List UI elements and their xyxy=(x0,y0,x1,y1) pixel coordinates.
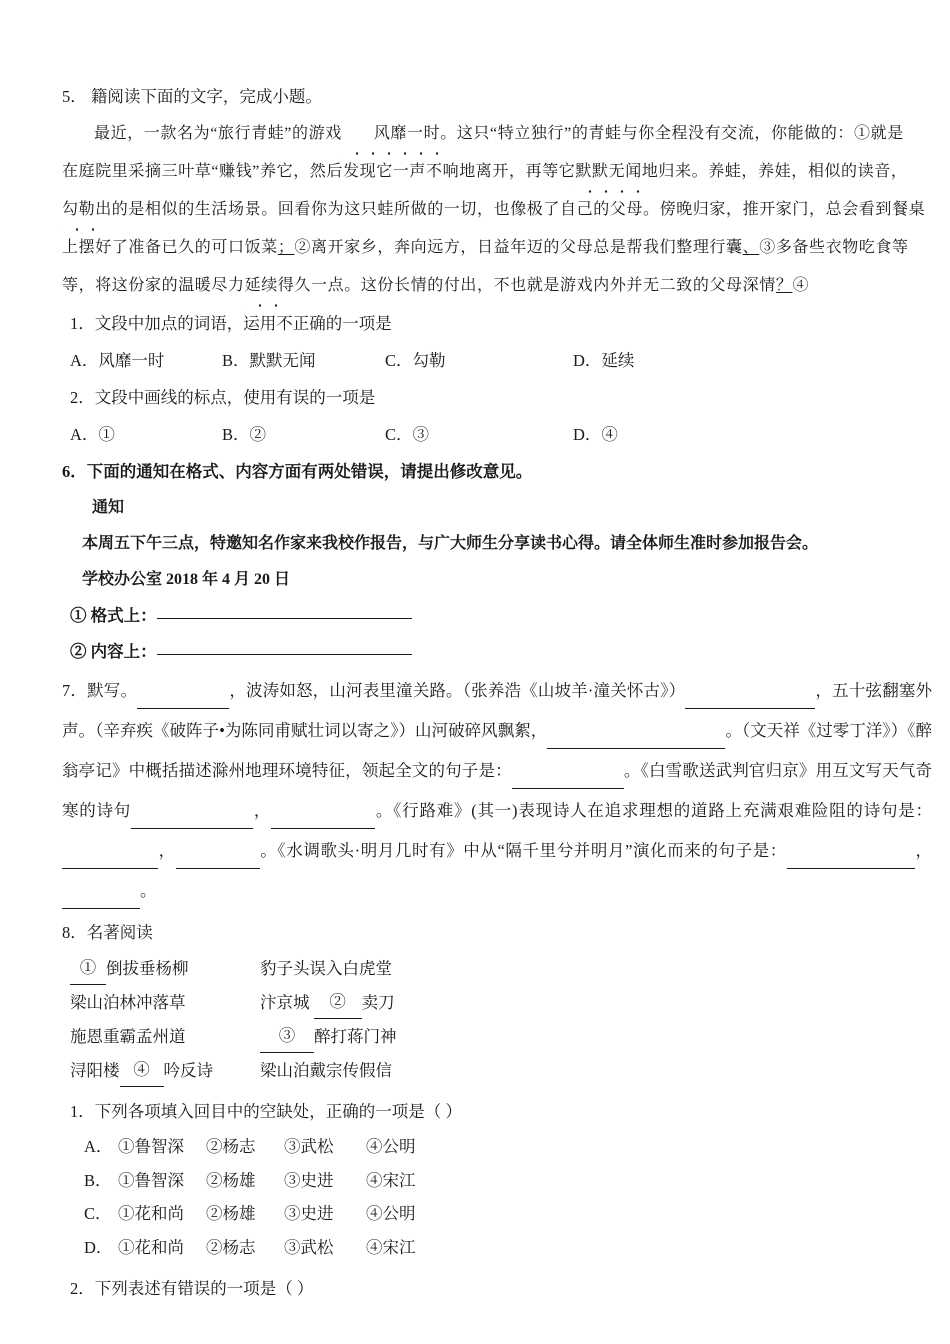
q6-answer-blank-1 xyxy=(62,598,932,634)
q8-option-d-item-3: ③武松 xyxy=(284,1237,334,1257)
row-1-left xyxy=(70,951,260,985)
q8-option-c-item-4: ④公明 xyxy=(366,1204,416,1223)
notice-body: 本周五下午三点，特邀知名作家来我校作报告，与广大师生分享读书心得。请全体师生准时参加报告会。 xyxy=(82,535,819,552)
q5-sub-2-option-a[interactable] xyxy=(70,416,222,453)
q5-sub-2-options xyxy=(62,416,932,453)
blank-slot-4[interactable]: ④ xyxy=(120,1053,164,1087)
q8-option-c-item-2: ②杨雄 xyxy=(206,1204,256,1223)
passage-line-2: 在庭院里采摘三叶草“赚钱”养它，然后发现它一声不响地离开，再等它默默无闻地归来。养蛙，养娃，相似的读音， xyxy=(62,153,932,191)
question-8-stem-line xyxy=(62,914,932,951)
q5-sub-1-option-d[interactable] xyxy=(573,342,634,379)
row-4-left xyxy=(70,1053,260,1087)
q5-sub-1-option-a[interactable] xyxy=(70,342,222,379)
notice-block xyxy=(62,490,932,598)
q8-sub-1-prompt xyxy=(62,1093,932,1130)
row-3-left-text: 施恩重霸孟州道 xyxy=(70,1027,186,1046)
q5-sub-1-text: 文段中加点的词语，运用不正确的一项是 xyxy=(94,314,392,333)
passage-line-4: 上摆好了准备已久的可口饭菜；②离开家乡，奔向远方，日益年迈的父母总是帮我们整理行囊、③多备些衣物吃食等 xyxy=(62,239,909,256)
q7-text-run: 。 xyxy=(140,881,157,900)
question-6-stem-text: 下面的通知在格式、内容方面有两处错误，请提出修改意见。 xyxy=(86,462,533,481)
row-2-left-text: 梁山泊林冲落草 xyxy=(70,993,186,1012)
q7-blank-2[interactable] xyxy=(685,670,815,709)
emphasis-momo: 默默无闻 xyxy=(575,153,641,191)
option-d-label: D． xyxy=(573,351,602,370)
question-7-block xyxy=(62,670,932,910)
q8-option-b-item-2: ②杨雄 xyxy=(206,1170,256,1190)
q6-answer-blank-2 xyxy=(62,634,932,670)
q5-sub-1-number: 1． xyxy=(70,314,95,333)
option-b-label: B． xyxy=(222,351,250,370)
q7-blank-9[interactable] xyxy=(787,830,915,869)
q6-blank-2-rule[interactable] xyxy=(157,654,412,655)
q5-sub-1-option-b[interactable] xyxy=(222,342,385,379)
q7-blank-3[interactable] xyxy=(547,710,725,749)
row-4-right-text: 梁山泊戴宗传假信 xyxy=(260,1061,392,1080)
q7-text-run: ，波涛如怒，山河表里潼关路。（张养浩《山坡羊·潼关怀古》） xyxy=(229,681,686,700)
q8-option-c-item-1: ①花和尚 xyxy=(118,1204,184,1223)
q7-text-run: ， xyxy=(158,841,176,860)
q7-blank-6[interactable] xyxy=(271,790,375,829)
q7-text-run: 。《白雪歌送武判官归京》用互文写天气奇寒的诗句 xyxy=(62,761,933,820)
q8-sub-2-text: 下列表述有错误的一项是（ ） xyxy=(94,1279,314,1298)
row-1-right-text: 豹子头误入白虎堂 xyxy=(260,959,392,978)
punct-mark-3: 、 xyxy=(742,239,760,256)
question-5-number: 5． xyxy=(62,87,87,106)
row-4-left-after: 吟反诗 xyxy=(163,1061,213,1080)
q7-text-run: 。（文天祥《过零丁洋》）《醉翁亭记》中概括描述滁州地理环境特征，领起全文的句子是： xyxy=(62,721,933,780)
q7-text-run: 。《行路难》(其一)表现诗人在追求理想的道路上充满艰难险阻的诗句是： xyxy=(375,801,933,820)
option-a-label: A． xyxy=(70,425,99,444)
q8-option-d-item-4: ④宋江 xyxy=(366,1237,416,1257)
q5-sub-2-option-b[interactable] xyxy=(222,416,385,453)
q8-option-d-item-2: ②杨志 xyxy=(206,1237,256,1257)
q7-text-run: ， xyxy=(914,841,933,860)
q8-sub-2-prompt xyxy=(62,1270,932,1307)
q8-sub-1-number: 1． xyxy=(70,1102,95,1121)
option-b-text: 默默无闻 xyxy=(249,351,316,370)
blank-slot-1[interactable]: ① xyxy=(70,951,106,985)
row-3-right xyxy=(260,1019,397,1053)
q8-option-a-item-1: ①鲁智深 xyxy=(118,1137,184,1156)
option-b-text: ② xyxy=(249,425,267,444)
q7-blank-1[interactable] xyxy=(137,670,229,709)
option-b-label: B． xyxy=(222,425,250,444)
q5-sub-2-option-c[interactable] xyxy=(385,416,573,453)
question-6-stem-line xyxy=(62,453,932,490)
option-c-text: ③ xyxy=(412,425,430,444)
notice-signature: 学校办公室 2018 年 4 月 20 日 xyxy=(82,571,291,588)
punct-mark-2: ； xyxy=(277,239,295,256)
q8-option-d-item-1: ①花和尚 xyxy=(118,1237,184,1257)
q7-text-run: 。《水调歌头·明月几时有》中从“隔千里兮并明月”演化而来的句子是： xyxy=(259,841,787,860)
blank-slot-2[interactable]: ② xyxy=(314,985,362,1019)
question-5-passage xyxy=(62,115,932,305)
q7-blank-8[interactable] xyxy=(176,830,260,869)
table-row xyxy=(70,985,932,1019)
q8-option-a-item-4: ④公明 xyxy=(366,1137,416,1156)
q8-sub-1-text: 下列各项填入回目中的空缺处，正确的一项是（ ） xyxy=(94,1102,462,1121)
q7-blank-5[interactable] xyxy=(131,790,253,829)
emphasis-goule: 勾勒 xyxy=(62,191,95,229)
q8-option-b-item-3: ③史进 xyxy=(284,1170,334,1190)
row-3-right-text: 醉打蒋门神 xyxy=(314,1027,397,1046)
q5-sub-2-prompt xyxy=(62,379,932,416)
q6-blank-1-rule[interactable] xyxy=(157,618,412,619)
q8-option-b-item-1: ①鲁智深 xyxy=(118,1170,184,1190)
question-5-stem-line xyxy=(62,78,932,115)
question-7-body xyxy=(62,681,932,900)
q7-blank-4[interactable] xyxy=(512,750,624,789)
q8-option-c-label: C． xyxy=(84,1204,112,1223)
novel-chapter-table xyxy=(62,951,932,1087)
q8-option-b-label: B． xyxy=(84,1170,112,1190)
emphasis-yanxu: 延续 xyxy=(245,267,278,305)
q7-text-run: ，五十弦翻塞外声。（辛弃疾《破阵子•为陈同甫赋壮词以寄之》）山河破碎风飘絮， xyxy=(62,681,933,740)
question-7-number: 7． xyxy=(62,681,88,700)
row-2-right xyxy=(260,985,395,1019)
row-2-right-prefix: 汴京城 xyxy=(260,993,310,1012)
table-row xyxy=(70,1019,932,1053)
q5-sub-1-option-c[interactable] xyxy=(385,342,573,379)
question-6-number: 6． xyxy=(62,462,87,481)
row-1-left-text: 倒拔垂杨柳 xyxy=(106,959,189,978)
option-c-text: 勾勒 xyxy=(412,351,446,370)
blank-slot-3[interactable]: ③ xyxy=(260,1019,314,1053)
emphasis-fengmi: 风靡一时 xyxy=(342,115,440,153)
q7-blank-10[interactable] xyxy=(62,870,140,909)
q7-text-run: ， xyxy=(253,801,272,820)
option-a-text: ① xyxy=(98,425,115,444)
q5-sub-1-prompt xyxy=(62,305,932,342)
q8-option-d[interactable] xyxy=(62,1231,932,1265)
q8-option-b[interactable] xyxy=(62,1164,932,1198)
row-4-left-before: 浔阳楼 xyxy=(70,1061,120,1080)
question-8-stem-text: 名著阅读 xyxy=(86,923,153,942)
option-d-text: 延续 xyxy=(601,351,635,370)
q8-option-c-item-3: ③史进 xyxy=(284,1204,334,1223)
q5-sub-2-option-d[interactable] xyxy=(573,416,618,453)
q5-sub-2-number: 2． xyxy=(70,388,95,407)
passage-line-5: 等，将这份家的温暖尽力延续得久一点。这份长情的付出，不也就是游戏内外并无二致的父母深情？④ xyxy=(62,267,932,305)
row-2-right-text: 卖刀 xyxy=(361,993,395,1012)
q8-option-b-item-4: ④宋江 xyxy=(366,1170,416,1190)
q8-option-a[interactable] xyxy=(62,1130,932,1164)
option-a-text: 风靡一时 xyxy=(98,351,165,370)
q8-option-a-item-3: ③武松 xyxy=(284,1137,334,1156)
option-d-text: ④ xyxy=(601,425,618,444)
q8-option-a-label: A． xyxy=(84,1137,113,1156)
q8-option-d-label: D． xyxy=(84,1237,113,1257)
passage-line-3: 勾勒出的是相似的生活场景。回看你为这只蛙所做的一切，也像极了自己的父母。傍晚归家，推开家门，总会看到餐桌 xyxy=(62,191,932,229)
q8-option-c[interactable] xyxy=(62,1197,932,1231)
question-7-label: 默写。 xyxy=(87,681,138,700)
passage-line-1: 最近，一款名为“旅行青蛙”的游戏 风靡一时。这只“特立独行”的青蛙与你全程没有交流，你能做的：①就是 xyxy=(62,115,932,153)
option-d-label: D． xyxy=(573,425,602,444)
table-row xyxy=(70,1053,932,1087)
q5-sub-1-options xyxy=(62,342,932,379)
q5-sub-2-text: 文段中画线的标点，使用有误的一项是 xyxy=(94,388,376,407)
question-8-number: 8． xyxy=(62,923,87,942)
q8-option-a-item-2: ②杨志 xyxy=(206,1137,256,1156)
table-row xyxy=(70,951,932,985)
option-c-label: C． xyxy=(385,351,413,370)
q6-blank-1-label: ① 格式上： xyxy=(70,606,157,625)
question-5-stem-text: 籍阅读下面的文字，完成小题。 xyxy=(90,87,322,106)
option-a-label: A． xyxy=(70,351,99,370)
q6-blank-2-label: ② 内容上： xyxy=(70,642,157,661)
option-c-label: C． xyxy=(385,425,413,444)
punct-mark-4: ？ xyxy=(775,277,793,294)
notice-title: 通知 xyxy=(92,499,125,516)
q8-sub-2-number: 2． xyxy=(70,1279,95,1298)
q7-blank-7[interactable] xyxy=(62,830,158,869)
